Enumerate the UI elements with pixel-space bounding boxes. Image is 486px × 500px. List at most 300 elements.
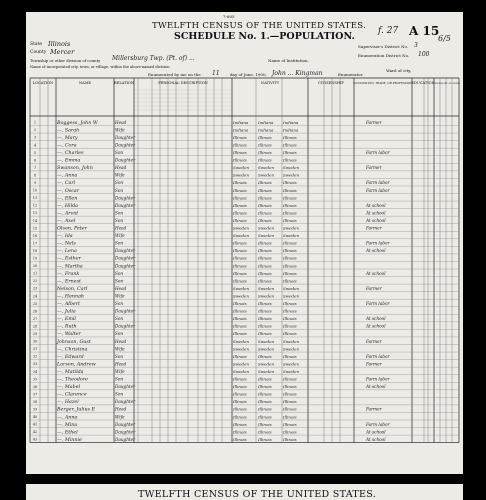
row-birthplace: Illinois bbox=[233, 436, 247, 442]
row-birthplace: Illinois bbox=[258, 180, 272, 186]
corner-annotation: 6/5 bbox=[438, 34, 451, 43]
row-occupation: At school bbox=[366, 217, 386, 223]
row-occupation: Farmer bbox=[366, 225, 382, 231]
row-occupation: At school bbox=[366, 323, 386, 329]
row-name: —, Hannah bbox=[57, 294, 85, 300]
line-number: 10 bbox=[32, 188, 38, 193]
enumerated-rest: day of June, 1900, bbox=[230, 72, 267, 77]
row-birthplace: Illinois bbox=[283, 384, 297, 390]
row-name: —, Axel bbox=[57, 218, 76, 224]
row-birthplace: Sweden bbox=[283, 293, 300, 299]
row-birthplace: Illinois bbox=[258, 391, 272, 397]
row-birthplace: Illinois bbox=[233, 270, 247, 276]
row-birthplace: Illinois bbox=[233, 187, 247, 193]
row-birthplace: Illinois bbox=[233, 376, 247, 382]
row-relation: Son bbox=[115, 391, 124, 397]
row-name: —, Lena bbox=[57, 249, 77, 255]
column-heading: NATIVITY bbox=[260, 81, 280, 85]
township-label: Township or other division of county bbox=[30, 58, 101, 63]
row-relation: Daughter bbox=[115, 255, 136, 261]
row-birthplace: Illinois bbox=[233, 217, 247, 223]
row-name: Larson, Andrew bbox=[57, 362, 96, 368]
row-name: —, Matilda bbox=[57, 369, 84, 375]
line-number: 19 bbox=[32, 256, 38, 261]
line-number: 11 bbox=[32, 196, 38, 201]
line-number: 1 bbox=[33, 120, 37, 125]
row-birthplace: Illinois bbox=[258, 187, 272, 193]
row-birthplace: Sweden bbox=[258, 368, 275, 374]
row-birthplace: Illinois bbox=[283, 195, 297, 201]
column-heading: EDUCATION bbox=[411, 81, 435, 85]
row-birthplace: Illinois bbox=[258, 157, 272, 163]
row-occupation: Farmer bbox=[366, 406, 382, 412]
enumerator-signature: John ... Kingman bbox=[272, 70, 323, 77]
next-sheet-title: TWELFTH CENSUS OF THE UNITED STATES. bbox=[138, 489, 377, 500]
row-name: —, Ruth bbox=[57, 324, 77, 330]
enumeration-value: 100 bbox=[418, 51, 430, 58]
line-number: 40 bbox=[32, 415, 38, 420]
row-relation: Head bbox=[115, 338, 127, 344]
row-birthplace: Sweden bbox=[233, 225, 250, 231]
row-birthplace: Sweden bbox=[258, 165, 275, 171]
row-name: Olson, Peter bbox=[57, 226, 87, 232]
row-birthplace: Illinois bbox=[258, 353, 272, 359]
row-birthplace: Illinois bbox=[283, 436, 297, 442]
line-number: 18 bbox=[32, 248, 38, 253]
enumeration-label: Enumeration District No. bbox=[358, 53, 410, 58]
row-birthplace: Sweden bbox=[258, 233, 275, 239]
row-name: —, Emma bbox=[57, 158, 81, 164]
row-birthplace: Illinois bbox=[258, 217, 272, 223]
row-birthplace: Illinois bbox=[233, 399, 247, 405]
row-birthplace: Illinois bbox=[283, 187, 297, 193]
row-birthplace: Indiana bbox=[233, 127, 249, 133]
row-birthplace: Illinois bbox=[258, 142, 272, 148]
column-heading: OCCUPATION, TRADE, OR PROFESSION bbox=[353, 81, 413, 85]
row-birthplace: Illinois bbox=[283, 157, 297, 163]
row-occupation: Farmer bbox=[366, 119, 382, 125]
row-name: —, Martha bbox=[57, 264, 83, 270]
row-relation: Son bbox=[115, 187, 124, 193]
census-grid bbox=[26, 12, 463, 474]
row-relation: Wife bbox=[115, 233, 125, 239]
row-name: —, Mabel bbox=[57, 385, 81, 391]
row-occupation: Farm labor bbox=[366, 376, 390, 382]
row-birthplace: Illinois bbox=[283, 150, 297, 155]
row-name: —, Theodore bbox=[57, 377, 88, 383]
row-birthplace: Illinois bbox=[233, 391, 247, 397]
row-birthplace: Sweden bbox=[283, 165, 300, 171]
row-birthplace: Sweden bbox=[258, 338, 275, 344]
row-birthplace: Illinois bbox=[258, 195, 272, 201]
row-birthplace: Illinois bbox=[283, 210, 297, 216]
row-birthplace: Illinois bbox=[233, 134, 247, 140]
row-relation: Son bbox=[115, 376, 124, 382]
column-heading: OWNERSHIP OF HOME bbox=[432, 82, 461, 85]
row-birthplace: Illinois bbox=[233, 353, 247, 359]
line-number: 30 bbox=[32, 339, 38, 344]
row-name: —, Hilda bbox=[57, 203, 79, 209]
row-birthplace: Sweden bbox=[258, 172, 275, 178]
row-birthplace: Sweden bbox=[233, 361, 250, 367]
row-birthplace: Illinois bbox=[233, 421, 247, 427]
column-heading: PERSONAL DESCRIPTION bbox=[158, 81, 208, 85]
row-birthplace: Sweden bbox=[233, 165, 250, 171]
line-number: 31 bbox=[32, 347, 38, 352]
row-birthplace: Illinois bbox=[283, 240, 297, 246]
row-birthplace: Illinois bbox=[258, 202, 272, 208]
row-birthplace: Illinois bbox=[283, 316, 297, 322]
row-occupation: Farm labor bbox=[366, 421, 390, 427]
row-name: Berger, Julius E bbox=[57, 407, 96, 413]
row-occupation: At school bbox=[366, 429, 386, 435]
row-birthplace: Illinois bbox=[283, 180, 297, 186]
line-number: 20 bbox=[32, 264, 38, 269]
line-number: 22 bbox=[32, 279, 38, 284]
row-relation: Wife bbox=[115, 172, 125, 178]
row-birthplace: Illinois bbox=[283, 255, 297, 261]
row-name: —, Cora bbox=[57, 143, 77, 149]
line-number: 15 bbox=[32, 226, 38, 231]
row-birthplace: Illinois bbox=[258, 376, 272, 382]
line-number: 13 bbox=[32, 211, 38, 216]
row-name: —, Walter bbox=[57, 332, 81, 338]
row-relation: Son bbox=[115, 331, 124, 337]
row-name: —, Anna bbox=[57, 173, 78, 179]
row-birthplace: Illinois bbox=[283, 391, 297, 397]
ward-label: Ward of city, bbox=[386, 68, 412, 73]
row-birthplace: Illinois bbox=[258, 406, 272, 412]
row-birthplace: Illinois bbox=[258, 248, 272, 254]
row-relation: Daughter bbox=[115, 308, 136, 314]
row-birthplace: Illinois bbox=[258, 308, 272, 314]
row-relation: Wife bbox=[115, 414, 125, 420]
row-relation: Wife bbox=[115, 346, 125, 352]
row-relation: Son bbox=[115, 180, 124, 186]
column-heading: RELATION bbox=[113, 81, 135, 85]
column-heading: NAME bbox=[78, 81, 92, 85]
row-birthplace: Illinois bbox=[258, 399, 272, 405]
row-name: —, Sarah bbox=[57, 128, 80, 134]
row-relation: Daughter bbox=[115, 399, 136, 405]
row-name: Nelson, Carl bbox=[57, 286, 88, 292]
row-birthplace: Illinois bbox=[233, 210, 247, 216]
row-name: —, Ellen bbox=[57, 196, 78, 202]
line-number: 14 bbox=[32, 218, 38, 223]
row-relation: Wife bbox=[115, 368, 125, 374]
row-name: —, Mina bbox=[57, 422, 78, 428]
row-name: —, Oscar bbox=[57, 188, 80, 194]
row-birthplace: Illinois bbox=[283, 248, 297, 254]
row-birthplace: Illinois bbox=[283, 323, 297, 329]
row-relation: Son bbox=[115, 353, 124, 359]
row-birthplace: Illinois bbox=[258, 414, 272, 420]
row-birthplace: Illinois bbox=[258, 316, 272, 322]
row-occupation: At school bbox=[366, 210, 386, 216]
row-name: —, Carl bbox=[57, 181, 76, 187]
row-relation: Daughter bbox=[115, 195, 136, 201]
row-name: —, Anna bbox=[57, 415, 78, 421]
row-birthplace: Sweden bbox=[283, 225, 300, 231]
row-birthplace: Illinois bbox=[283, 376, 297, 382]
form-number: 7-605 bbox=[223, 14, 235, 19]
line-number: 17 bbox=[32, 241, 38, 246]
line-number: 41 bbox=[32, 422, 38, 427]
row-birthplace: Sweden bbox=[233, 172, 250, 178]
enumerated-label: Enumerated by me on the bbox=[148, 72, 201, 77]
row-name: Johnson, Gust bbox=[57, 339, 91, 345]
line-number: 43 bbox=[32, 437, 38, 442]
row-birthplace: Sweden bbox=[233, 285, 250, 291]
row-occupation: Farmer bbox=[366, 361, 382, 367]
row-name: —, Ernest bbox=[57, 279, 81, 285]
line-number: 38 bbox=[32, 399, 38, 404]
row-birthplace: Illinois bbox=[283, 270, 297, 276]
row-birthplace: Illinois bbox=[258, 384, 272, 390]
row-birthplace: Indiana bbox=[233, 119, 249, 125]
row-birthplace: Illinois bbox=[258, 255, 272, 261]
line-number: 37 bbox=[32, 392, 38, 397]
row-birthplace: Sweden bbox=[283, 368, 300, 374]
row-name: —, Edward bbox=[57, 354, 84, 360]
row-relation: Son bbox=[115, 150, 124, 155]
line-number: 34 bbox=[32, 369, 38, 374]
column-heading: LOCATION bbox=[32, 81, 54, 85]
state-value: Illinois bbox=[48, 40, 71, 48]
row-name: —, Charles bbox=[57, 151, 84, 156]
line-number: 28 bbox=[32, 324, 38, 329]
row-birthplace: Illinois bbox=[283, 353, 297, 359]
row-relation: Son bbox=[115, 217, 124, 223]
row-birthplace: Illinois bbox=[283, 217, 297, 223]
row-occupation: At school bbox=[366, 384, 386, 390]
line-number: 8 bbox=[33, 173, 37, 178]
row-birthplace: Illinois bbox=[258, 263, 272, 269]
row-birthplace: Illinois bbox=[233, 406, 247, 412]
row-birthplace: Illinois bbox=[258, 429, 272, 435]
row-relation: Son bbox=[115, 210, 124, 216]
row-relation: Daughter bbox=[115, 263, 136, 269]
row-relation: Head bbox=[115, 361, 127, 367]
supervisor-value: 3 bbox=[414, 42, 418, 49]
line-number: 12 bbox=[32, 203, 38, 208]
line-number: 3 bbox=[33, 135, 37, 140]
column-heading: CITIZENSHIP bbox=[318, 81, 344, 85]
row-birthplace: Illinois bbox=[233, 278, 247, 284]
row-birthplace: Illinois bbox=[283, 301, 297, 306]
row-relation: Son bbox=[115, 278, 124, 284]
row-birthplace: Sweden bbox=[283, 172, 300, 178]
row-birthplace: Illinois bbox=[258, 421, 272, 427]
row-birthplace: Illinois bbox=[283, 263, 297, 269]
county-value: Mercer bbox=[50, 48, 75, 56]
sheet-stamp: A 15 bbox=[409, 24, 440, 38]
row-birthplace: Indiana bbox=[283, 127, 299, 133]
row-birthplace: Illinois bbox=[258, 210, 272, 216]
row-name: —, Emil bbox=[57, 317, 76, 323]
row-birthplace: Illinois bbox=[283, 134, 297, 140]
row-relation: Head bbox=[115, 225, 127, 231]
line-number: 4 bbox=[33, 143, 37, 148]
row-birthplace: Illinois bbox=[283, 142, 297, 148]
row-birthplace: Sweden bbox=[233, 293, 250, 299]
row-relation: Son bbox=[115, 240, 124, 246]
line-number: 42 bbox=[32, 430, 38, 435]
row-name: —, Frank bbox=[57, 271, 80, 277]
row-relation: Son bbox=[115, 316, 124, 322]
row-birthplace: Illinois bbox=[283, 202, 297, 208]
row-relation: Daughter bbox=[115, 384, 136, 390]
line-number: 9 bbox=[33, 181, 37, 185]
row-relation: Daughter bbox=[115, 323, 136, 329]
row-occupation: Farmer bbox=[366, 285, 382, 291]
row-name: —, Clarence bbox=[57, 392, 87, 398]
row-birthplace: Illinois bbox=[258, 240, 272, 246]
row-birthplace: Illinois bbox=[233, 195, 247, 201]
row-birthplace: Illinois bbox=[233, 142, 247, 148]
row-relation: Wife bbox=[115, 293, 125, 299]
township-value: Millersburg Twp. (Pt. of) ... bbox=[112, 55, 195, 62]
line-number: 25 bbox=[32, 301, 38, 306]
row-birthplace: Illinois bbox=[258, 301, 272, 306]
row-birthplace: Illinois bbox=[233, 202, 247, 208]
enumerated-day: 11 bbox=[212, 70, 220, 77]
row-birthplace: Indiana bbox=[258, 127, 274, 133]
row-birthplace: Illinois bbox=[258, 278, 272, 284]
schedule-title: SCHEDULE No. 1.—POPULATION. bbox=[174, 31, 355, 42]
row-occupation: Farmer bbox=[366, 165, 382, 171]
row-birthplace: Sweden bbox=[283, 346, 300, 352]
row-birthplace: Sweden bbox=[283, 361, 300, 367]
row-relation: Daughter bbox=[115, 429, 136, 435]
row-relation: Daughter bbox=[115, 421, 136, 427]
supervisor-label: Supervisor's District No. bbox=[358, 44, 409, 49]
row-name: —, Mary bbox=[57, 135, 78, 141]
enumerator-label: Enumerator. bbox=[338, 72, 364, 77]
next-census-sheet bbox=[26, 484, 463, 500]
line-number: 33 bbox=[32, 362, 38, 367]
row-occupation: Farm labor bbox=[366, 301, 390, 306]
row-birthplace: Illinois bbox=[233, 248, 247, 254]
city-label: Name of incorporated city, town, or village, within the above-named division bbox=[30, 65, 170, 69]
row-occupation: Farm labor bbox=[366, 240, 390, 246]
row-birthplace: Illinois bbox=[283, 421, 297, 427]
row-birthplace: Sweden bbox=[233, 368, 250, 374]
row-birthplace: Illinois bbox=[283, 308, 297, 314]
row-relation: Son bbox=[115, 301, 124, 306]
row-birthplace: Sweden bbox=[283, 338, 300, 344]
row-relation: Daughter bbox=[115, 142, 136, 148]
row-birthplace: Illinois bbox=[258, 134, 272, 140]
row-birthplace: Sweden bbox=[258, 225, 275, 231]
line-number: 24 bbox=[32, 294, 38, 299]
line-number: 16 bbox=[32, 233, 38, 238]
line-number: 35 bbox=[32, 377, 38, 382]
row-occupation: At school bbox=[366, 248, 386, 254]
row-birthplace: Illinois bbox=[258, 436, 272, 442]
row-relation: Wife bbox=[115, 127, 125, 133]
row-occupation: At school bbox=[366, 202, 386, 208]
row-birthplace: Illinois bbox=[233, 331, 247, 337]
line-number: 27 bbox=[32, 316, 38, 321]
row-birthplace: Illinois bbox=[283, 429, 297, 435]
row-birthplace: Sweden bbox=[283, 285, 300, 291]
row-birthplace: Illinois bbox=[233, 255, 247, 261]
row-occupation: Farm labor bbox=[366, 150, 390, 155]
row-birthplace: Illinois bbox=[283, 278, 297, 284]
line-number: 26 bbox=[32, 309, 38, 314]
row-name: —, Hazel bbox=[57, 400, 79, 406]
county-label: County bbox=[30, 50, 47, 55]
row-birthplace: Illinois bbox=[283, 399, 297, 405]
line-number: 39 bbox=[32, 407, 38, 412]
census-sheet bbox=[26, 12, 463, 474]
line-number: 36 bbox=[32, 384, 38, 389]
state-label: State bbox=[30, 42, 43, 47]
row-name: —, Nels bbox=[57, 241, 76, 247]
row-birthplace: Illinois bbox=[233, 157, 247, 163]
row-birthplace: Illinois bbox=[258, 150, 272, 155]
line-number: 29 bbox=[32, 332, 38, 336]
row-birthplace: Illinois bbox=[233, 308, 247, 314]
line-number: 2 bbox=[33, 128, 37, 133]
row-birthplace: Illinois bbox=[258, 331, 272, 337]
row-name: —, Esther bbox=[57, 256, 81, 262]
row-birthplace: Illinois bbox=[233, 240, 247, 246]
row-relation: Head bbox=[115, 406, 127, 412]
row-birthplace: Illinois bbox=[258, 323, 272, 329]
row-occupation: Farm labor bbox=[366, 180, 390, 186]
line-number: 32 bbox=[32, 354, 38, 359]
row-birthplace: Indiana bbox=[283, 119, 299, 125]
row-name: Boggess, John W bbox=[57, 120, 98, 126]
row-name: —, Arvid bbox=[57, 211, 78, 217]
row-name: Swanson, John bbox=[57, 166, 93, 172]
line-number: 5 bbox=[33, 150, 37, 155]
row-name: —, Julia bbox=[57, 309, 76, 315]
row-birthplace: Illinois bbox=[283, 414, 297, 420]
row-birthplace: Sweden bbox=[233, 346, 250, 352]
row-occupation: Farmer bbox=[366, 338, 382, 344]
row-birthplace: Illinois bbox=[283, 331, 297, 337]
census-title: TWELFTH CENSUS OF THE UNITED STATES. bbox=[152, 21, 367, 31]
row-birthplace: Sweden bbox=[258, 361, 275, 367]
row-relation: Daughter bbox=[115, 157, 136, 163]
row-name: —, Albert bbox=[57, 302, 80, 307]
row-birthplace: Illinois bbox=[233, 180, 247, 186]
row-birthplace: Sweden bbox=[258, 346, 275, 352]
row-birthplace: Illinois bbox=[233, 263, 247, 269]
row-birthplace: Indiana bbox=[258, 119, 274, 125]
row-name: —, Ida bbox=[57, 234, 73, 240]
row-relation: Son bbox=[115, 270, 124, 276]
row-relation: Daughter bbox=[115, 248, 136, 254]
row-relation: Daughter bbox=[115, 134, 136, 140]
row-relation: Head bbox=[115, 285, 127, 291]
row-name: —, Minnie bbox=[57, 437, 82, 443]
row-birthplace: Sweden bbox=[233, 338, 250, 344]
row-birthplace: Sweden bbox=[258, 293, 275, 299]
row-birthplace: Illinois bbox=[258, 270, 272, 276]
line-number: 7 bbox=[33, 165, 37, 170]
line-number: 21 bbox=[32, 271, 38, 276]
row-birthplace: Illinois bbox=[283, 406, 297, 412]
row-birthplace: Illinois bbox=[233, 323, 247, 329]
row-birthplace: Illinois bbox=[233, 384, 247, 390]
row-birthplace: Illinois bbox=[233, 414, 247, 420]
row-name: —, Ethel bbox=[57, 430, 78, 436]
row-occupation: At school bbox=[366, 316, 386, 322]
